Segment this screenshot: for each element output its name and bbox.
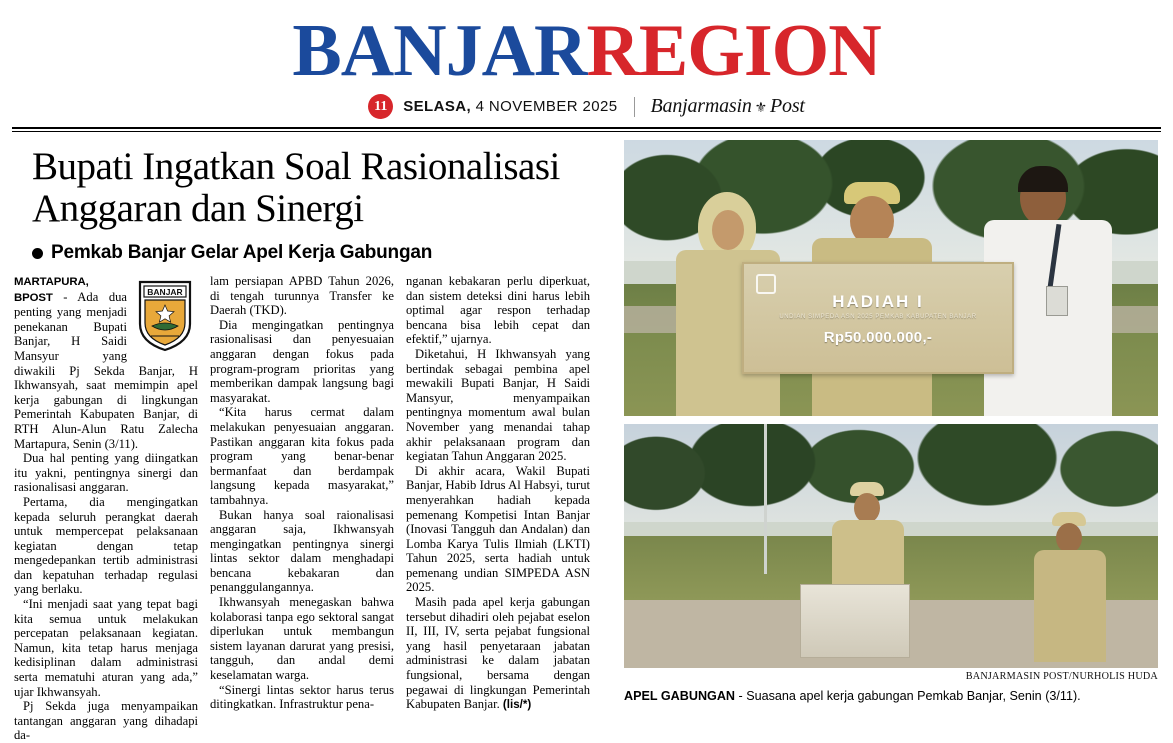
award-title: HADIAH I — [832, 292, 924, 312]
svg-text:BANJAR: BANJAR — [147, 287, 183, 297]
subheadline: Pemkab Banjar Gelar Apel Kerja Gabungan — [51, 242, 433, 263]
article — [14, 140, 1159, 743]
article-paragraph-text: Masih pada apel kerja gabungan tersebut dihadiri oleh pejabat eselon II, III, IV, serta pejabat fungsional yang hasil penyetaraan jabatan administrasi ke dalam jabatan fungsional, bersama dengan pegawai di lingkungan Pemerintah Kabupaten Banjar. — [406, 595, 590, 712]
photo-award-handover — [624, 140, 1158, 416]
body-columns — [14, 274, 610, 743]
article-paragraph: “Ini menjadi saat yang tepat bagi kita semua untuk melakukan percepatan pelaksanaan kegiatan. Namun, kita tetap harus menjaga kedisiplinan dalam administrasi serta mematuhi aturan yang ada,” ujar Ikhwansyah. — [14, 597, 198, 699]
photo-caption — [624, 688, 1158, 704]
crown-icon: ⚜ — [754, 101, 767, 116]
page-title: Bupati Ingatkan Soal Rasionalisasi Anggaran dan Sinergi — [32, 145, 560, 230]
article-right-column — [624, 140, 1158, 743]
masthead — [0, 0, 1173, 119]
photo-caption-label: APEL GABUNGAN — [624, 689, 736, 703]
subheadline-row — [32, 242, 610, 264]
article-left-column — [14, 140, 610, 743]
photo-person-face — [712, 210, 744, 250]
publisher-brand-suffix: Post — [770, 95, 805, 117]
photo-credit: BANJARMASIN POST/NURHOLIS HUDA — [965, 671, 1158, 682]
article-paragraph: Bukan hanya soal raionalisasi anggaran saja, Ikhwansyah mengingatkan pentingnya sinergi lintas sektor dalam menghadapi bencana kebakaran dan penanggulangannya. — [210, 507, 394, 595]
award-subtitle: UNDIAN SIMPEDA ASN 2025 PEMKAB KABUPATEN BANJAR — [779, 313, 977, 320]
article-paragraph-text: - Ada dua penting yang menjadi penekanan Bupati Banjar, H Saidi Mansyur yang diwakili Pj Sekda Banjar, H Ikhwansyah, saat memimpin apel kerja gabungan di lingkungan Pemerintah Kabupaten Banjar, di RTH Alun-Alun Ratu Zalecha Martapura, Senin (3/11). — [14, 289, 198, 451]
bullet-icon — [32, 248, 43, 259]
photo-officer-head — [1056, 523, 1082, 553]
issue-date-rest: 4 NOVEMBER 2025 — [471, 98, 618, 115]
masthead-title-part1: BANJAR — [292, 10, 587, 92]
banjar-crest — [132, 276, 198, 354]
photo-ceremony — [624, 424, 1158, 668]
publisher-brand-name: Banjarmasin — [650, 95, 752, 117]
photo-caption-text: - Suasana apel kerja gabungan Pemkab Banjar, Senin (3/11). — [735, 689, 1081, 703]
article-paragraph: nganan kebakaran perlu diperkuat, dan sistem deteksi dini harus lebih optimal agar respon terhadap bencana bisa lebih cepat dan efektif,” ujarnya. — [406, 274, 590, 347]
masthead-title-part2: REGION — [586, 10, 881, 92]
body-column-3 — [406, 274, 590, 743]
article-paragraph: Diketahui, H Ikhwansyah yang bertindak sebagai pembina apel mewakili Bupati Banjar, H Saidi Mansyur, menyampaikan pentingnya momentum awal bulan November yang menandai tahap akhir pelaksanaan program dan kegiatan Tahun Anggaran 2025. — [406, 346, 590, 464]
photo-flagpole — [764, 424, 767, 574]
article-paragraph: Dua hal penting yang diingatkan itu yakni, pentingnya sinergi dan rasionalisasi anggaran. — [14, 451, 198, 495]
masthead-rule-thin — [12, 131, 1161, 132]
masthead-title — [0, 10, 1173, 92]
article-paragraph: Ikhwansyah menegaskan bahwa kolaborasi tanpa ego sektoral sangat diperlukan untuk membangun sistem layanan darurat yang presisi, tangguh, dan andal demi keselamatan warga. — [210, 595, 394, 683]
award-amount: Rp50.000.000,- — [823, 328, 933, 346]
article-paragraph: Di akhir acara, Wakil Bupati Banjar, Habib Idrus Al Habsyi, turut menyerahkan hadiah kepada pemenang Kompetisi Intan Banjar (Inovasi Tangguh dan Andalan) dan Lomba Karya Tulis Ilmiah (LKTI) Tahun 2025, serta hadiah untuk pemenang undian SIMPEDA ASN 2025. — [406, 463, 590, 595]
award-logo-icon — [756, 274, 776, 294]
issue-day: SELASA, — [403, 98, 472, 115]
article-paragraph: Pj Sekda juga menyampaikan tantangan anggaran yang dihadapi da- — [14, 699, 198, 743]
body-column-2 — [210, 274, 394, 743]
publisher-brand — [651, 95, 805, 118]
page-number-badge: 11 — [368, 94, 393, 119]
dateline: MARTAPURA, BPOST — [14, 276, 89, 304]
article-paragraph: “Kita harus cermat dalam melakukan penyesuaian anggaran. Pastikan anggaran kita fokus pada program yang benar-benar bermanfaat dan berdampak langsung kepada masyarakat,” tambahnya. — [210, 405, 394, 507]
photo-officer — [1016, 512, 1126, 662]
crest-icon — [132, 276, 198, 354]
issue-date — [403, 98, 617, 115]
article-paragraph: “Sinergi lintas sektor harus terus ditingkatkan. Infrastruktur pena- — [210, 682, 394, 712]
article-paragraph: Dia mengingatkan pentingnya rasionalisasi dan penyesuaian anggaran dengan fokus pada program-program prioritas yang memberikan dampak langsung bagi masyarakat. — [210, 317, 394, 405]
masthead-divider — [634, 97, 635, 117]
article-paragraph: Pertama, dia mengingatkan kepada seluruh perangkat daerah untuk mempercepat pelaksanaan kegiatan dengan tetap mengedepankan tertib administrasi dan kepatuhan terhadap regulasi yang berlaku. — [14, 494, 198, 597]
article-paragraph — [406, 595, 590, 713]
photo-person-badge — [1046, 286, 1068, 316]
award-check-board — [742, 262, 1014, 374]
photo-officer-body — [1034, 550, 1106, 662]
photo-person-hair — [1018, 166, 1068, 192]
masthead-info-bar — [0, 94, 1173, 119]
photo-speaker-head — [854, 493, 880, 523]
article-credit: (lis/*) — [502, 698, 532, 712]
body-column-1 — [14, 274, 198, 743]
masthead-rule-thick — [12, 127, 1161, 129]
article-paragraph: lam persiapan APBD Tahun 2026, di tengah turunnya Transfer ke Daerah (TKD). — [210, 274, 394, 318]
photo-podium — [800, 584, 910, 658]
